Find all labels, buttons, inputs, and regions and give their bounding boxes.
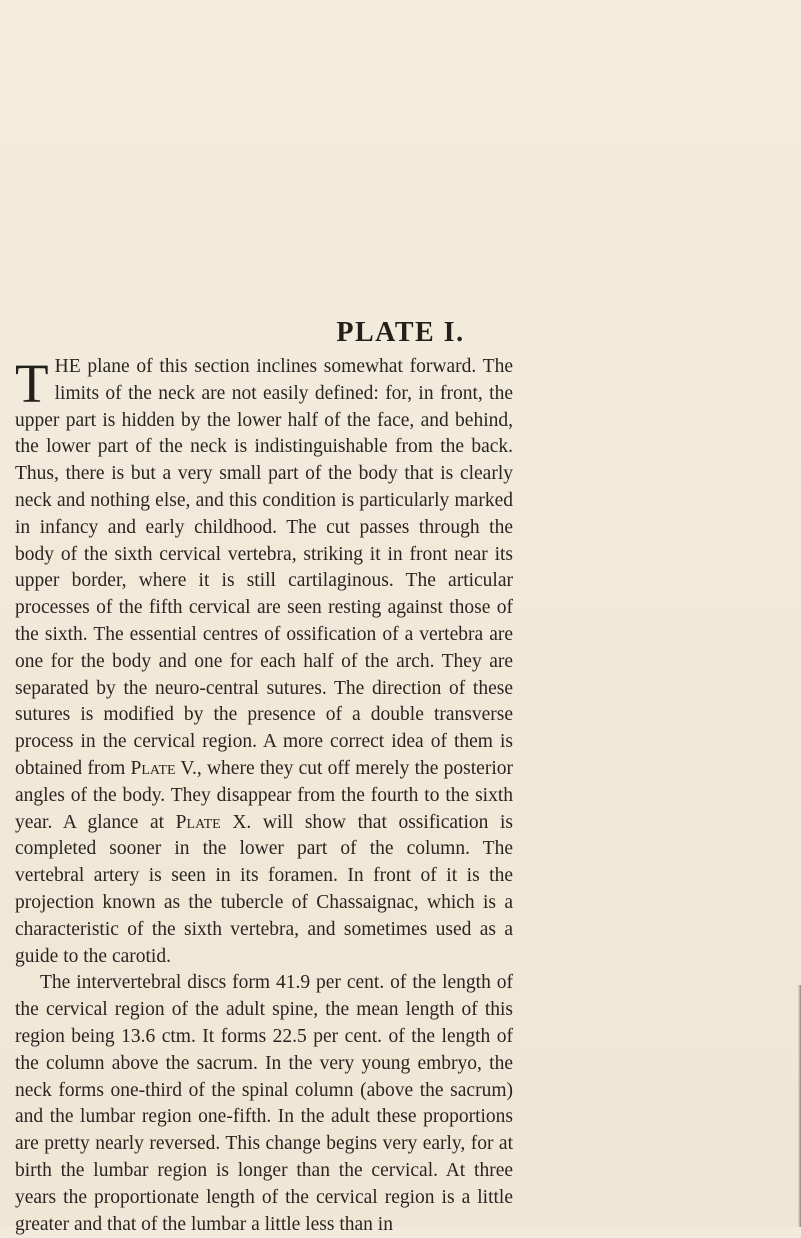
- plate-reference: Plate: [130, 757, 176, 779]
- drop-cap: T: [15, 353, 49, 414]
- text-segment: HE plane of this section inclines somewhat forward. The limits of the neck are not easily defined: for, in front, the upper part is hidden by the lower half of the face, and behind, the lower part of the neck is indistinguishable from the back. Thus, there is but a very small part of the body that is clearly neck and nothing else, and this condition is particularly marked in infancy and early childhood. The cut passes through the body of the sixth cervical vertebra, striking it in front near its upper border, where it is still cartilaginous. The articular processes of the fifth cervical are seen resting against those of the sixth. The essential centres of ossification of a vertebra are one for the body and one for each half of the arch. They are separated by the neuro-central sutures. The direction of these sutures is modified by the presence of a double transverse process in the cervical region. A more correct idea of them is obtained from: [15, 356, 513, 779]
- text-segment: The intervertebral discs form 41.9 per cent. of the length of the cervical region of the adult spine, the mean length of this region being 13.6 ctm. It forms 22.5 per cent. of the length of the column above the sacrum. In the very young embryo, the neck forms one-third of the spinal column (above the sacrum) and the lumbar region one-fifth. In the adult these proportions are pretty nearly reversed. This change begins very early, for at birth the lumbar region is longer than the cervical. At three years the proportionate length of the cervical region is a little greater and that of the lumbar a little less than in: [15, 972, 513, 1235]
- plate-reference: Plate: [175, 811, 221, 833]
- plate-title: PLATE I.: [336, 316, 465, 348]
- paragraph-2: [15, 970, 513, 1238]
- text-segment: X. will show that ossification is completed sooner in the lower part of the column. The vertebral artery is seen in its foramen. In front of it is the projection known as the tubercle of Chassaignac, which is a characteristic of the sixth vertebra, and sometimes used as a guide to the carotid.: [15, 811, 513, 967]
- body-text: [15, 354, 513, 1238]
- paragraph-1: [15, 354, 513, 970]
- text-segment: V., where they cut off merely the posterior angles of the body. They disappear from the fourth to the sixth year. A glance at: [15, 757, 513, 833]
